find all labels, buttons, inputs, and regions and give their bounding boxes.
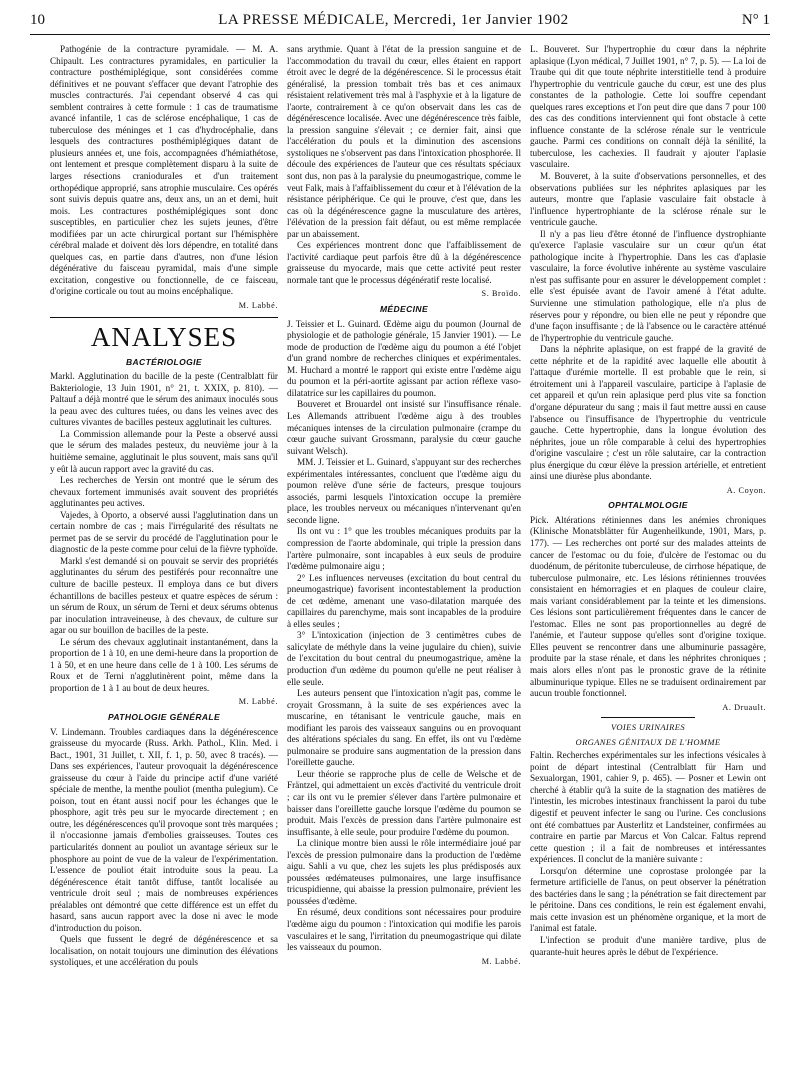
article-paragraph: J. Teissier et L. Guinard. Œdème aigu du poumon (Journal de physiologie et de pathologie générale, 15 Janvier 1901). — Le mode de production de l'œdème aigu du poumon a été l'objet d'un grand nombre de recherches cliniques et expérimentales. M. Huchard a montré le rapport qui existe entre l'œdème aigu du poumon et la péri-aortite agissant par action réflexe vaso-dilatatrice sur les capillaires du poumon. [287,318,521,398]
article-paragraph: Bouveret et Brouardel ont insisté sur l'insuffisance rénale. Les Allemands attribuent l'œdème aigu à des troubles mécaniques intenses de la circulation pulmonaire (crampe du cœur gauche suivant Grossmann, paralysie du cœur gauche suivant Welsch). [287,399,521,456]
signature: M. Labbé. [238,697,278,707]
issue-number: N° 1 [741,12,770,28]
article-paragraph: Les auteurs pensent que l'intoxication n'agit pas, comme le croyait Grossmann, à la suite de ses expériences avec la muscarine, en tétanisant le ventricule gauche, mais en modifiant les parois des vaisseaux sanguins ou en provoquant des altérations spéciales du sang. En effet, ils ont vu l'œdème pulmonaire se produire sans augmentation de la pression dans l'oreillette gauche. [287,688,521,768]
article-paragraph: Les recherches de Yersin ont montré que le sérum des chevaux fortement immunisés avait souvent des propriétés agglutinantes peu actives. [50,475,278,509]
running-header [30,12,770,32]
article-paragraph: Dans la néphrite aplasique, on est frappé de la gravité de cette néphrite et de la rapidité avec laquelle elle aboutit à l'attaque d'urémie mortelle. Il est probable que le rein, si étroitement uni à l'appareil vasculaire, participe à l'aplasie de cet appareil et qu'un rein aplasique perd plus vite sa fonction d'organe dépurateur du sang ; mais il faut mettre aussi en cause l'absence ou l'insuffisance de l'hypertrophie du ventricule gauche. Cette hypertrophie, dans la longue évolution des néphrites, joue un rôle comparable à celui des hypertrophies d'origine vasculaire ; c'est un rôle salutaire, car la contraction plus énergique du cœur élève la pression artérielle, et entretient ainsi une diurèse plus abondante. [530,344,766,482]
rubric-heading: PATHOLOGIE GÉNÉRALE [107,711,221,722]
article-paragraph: Pathogénie de la contracture pyramidale. — M. A. Chipault. Les contractures pyramidales, en particulier la contracture posthémiplégique, sont considérées comme définitives et ne pouvant s'effacer que devant l'atrophie des muscles contracturés. J'ai cependant observé 4 cas qui semblent contraires à cette formule : 1 cas de traumatisme avancé infantile, 1 cas de sclérose encéphalique, 1 cas de tuberculose des méninges et 1 cas d'hydrocéphalie, dans lesquels des contractures posthémiplégiques datant de plusieurs années et, une fois, accompagnées d'hémiathétose, ont lentement et presque complètement disparu à la suite de larges résections cranioduraIes et d'un traitement orthopédique approprié, sans atrophie musculaire. Ces opérés sont suivis depuis quatre ans, deux ans, un an et demi, huit mois. Les contractures posthémiplégiques sont donc susceptibles, en particulier chez les sujets jeunes, d'être modifiées par un acte chirurgical portant sur l'hémisphère cérébral malade et doivent dès lors dépendre, en totalité dans quelques cas, en partie dans d'autres, non d'une lésion dégénérative du faisceau pyramidal, mais d'une simple excitation, congestive ou fonctionnelle, de ce faisceau, d'origine corticale ou tout au moins encéphalique. [50,44,278,297]
article-paragraph: Markl. Agglutination du bacille de la peste (Centralblatt für Bakteriologie, 13 Juin 1901, n° 21, t. XXIX, p. 810). — Paltauf a déjà montré que le sérum des animaux inoculés sous la peau avec des cultures tuées, ou dans les veines avec des cultures vivantes de bacilles pesteux agglutinait les cultures. [50,371,278,428]
section-rule [50,317,278,318]
article-paragraph: sans arythmie. Quant à l'état de la pression sanguine et de l'accommodation du travail du cœur, elles étaient en rapport étroit avec le degré de la dégénérescence. Si le processus était généralisé, la pression tombait très bas et ces animaux résistaient relativement très mal à l'asphyxie et à la ligature de l'aorte, contrairement à ce qu'on observait dans les cas de dégénérescence localisée. Avec une dégénérescence très faible, la pression sanguine s'élevait ; ce dernier fait, ainsi que l'accélération du pouls et la diminution des ascensions systoliques ne s'observent pas dans l'intoxication phosphorée. Il découle des expériences de l'auteur que ces résultats spéciaux sont dus, non pas à la paralysie du pneumogastrique, comme le veut Falk, mais à l'affaiblissement du cœur et à l'élévation de la résistance périphérique. Ce qui le prouve, c'est que, dans les cas où la dégénérescence gagne la musculature des artères, l'élévation de la pression fait défaut, ou est même remplacée par un abaissement. [287,44,521,239]
article-paragraph: Leur théorie se rapproche plus de celle de Welsche et de Fräntzel, qui admettaient un excès d'activité du ventricule droit ; car ils ont vu le premier s'élever dans l'artère pulmonaire et baisser dans l'oreillette gauche lorsque l'œdème du poumon se produit. Mais l'excès de pression dans l'artère pulmonaire est insuffisante, à elle seule, pour produire l'œdème du poumon. [287,768,521,837]
signature: S. Broïdo. [481,289,521,299]
rubric-heading: OPHTALMOLOGIE [608,500,688,511]
article-paragraph: Ces expériences montrent donc que l'affaiblissement de l'activité cardiaque peut parfois être dû à la dégénérescence graisseuse du myocarde, mais que cette activité peut rester normale tant que le processus dégénératif reste localisé. [287,240,521,285]
article-paragraph: Il n'y a pas lieu d'être étonné de l'influence dystrophiante qu'exerce l'aplasie vasculaire sur un cœur qu'un état pathologique incite à l'hypertrophie. Dans les cas d'aplasie vasculaire, la force évolutive inhérente au système vasculaire n'est pas suffisante pour en assurer le développement complet : elle s'est épuisée avant de l'avoir amené à l'état adulte. Survienne une stimulation pathologique, elle n'a plus de réserves pour y répondre, ou bien elle ne peut y répondre que d'une façon insuffisante ; de là l'absence ou le caractère atténué de l'hypertrophie du ventricule gauche. [530,228,766,343]
rubric-heading: BACTÉRIOLOGIE [125,356,203,367]
article-paragraph: M. Bouveret, à la suite d'observations personnelles, et des observations publiées sur les néphrites aplasiques par les auteurs, montre que l'aplasie vasculaire fait obstacle à l'influence hypertrophiante de la sclérose rénale sur le ventricule gauche. [530,171,766,228]
article-paragraph: Lorsqu'on détermine une coprostase prolongée par la fermeture artificielle de l'anus, on peut observer la pénétration des bactéries dans le sang ; la pénétration se fait directement par le péritoine. Dans ces conditions, le rein est également envahi, mais cette invasion est un phénomène organique, et la mort de l'animal est fatale. [530,865,766,934]
article-paragraph: Ils ont vu : 1° que les troubles mécaniques produits par la compression de l'aorte abdominale, qui triple la pression dans l'artère pulmonaire, sont incapables à eux seuls de produire l'œdème pulmonaire aigu ; [287,526,521,572]
article-paragraph: Quels que fussent le degré de dégénérescence et sa localisation, on notait toujours une diminution des élévations systoliques, et une accélération du pouls [50,934,278,968]
article-paragraph: Pick. Altérations rétiniennes dans les anémies chroniques (Klinische Monatsblätter für Augenheilkunde, 1901, Mars, p. 177). — Les recherches ont porté sur des malades atteints de cancer de l'estomac ou du foie, d'ulcère de l'estomac ou du duodénum, de péritonite tuberculeuse, de cirrhose hépatique, de tuberculose pulmonaire, etc. Les lésions rétiniennes trouvées consistaient en hémorragies et en plaques de couleur claire, mais variant considérablement par la teinte et les dimensions. Ces lésions sont particulièrement fréquentes dans le cancer de l'estomac. Elles ne sont pas proportionnelles au degré de l'anémie, et l'auteur suppose qu'elles sont d'origine toxique. Elles peuvent se rencontrer dans une albuminurie passagère, produite par la stase rénale, et dans les néphrites chroniques ; mais alors elles n'ont pas le pronostic grave de la rétinite albuminurique typique. Elles ne se traduisent ordinairement par aucun trouble fonctionnel. [530,514,766,699]
signature: A. Druault. [722,702,766,712]
article-paragraph: Markl s'est demandé si on pouvait se servir des propriétés agglutinantes du sérum des pestiférés pour reconnaître une culture de bacille pesteux. Il employa dans ce but divers échantillons de bacilles pesteux et quatre espèces de sérum : un sérum de Roux, un sérum de Terni et deux sérums obtenus par inoculation intraveineuse, à des chevaux, de culture sur agar ou sur bouillon de bacilles de la peste. [50,555,278,636]
column-2 [287,44,521,970]
signature: A. Coyon. [726,485,766,495]
article-paragraph: La clinique montre bien aussi le rôle intermédiaire joué par l'excès de pression pulmonaire dans la production de l'œdème aigu. Sahli a vu que, chez les sujets les plus prédisposés aux poussées œdémateuses pulmonaires, une large insuffisance tricuspidienne, qui abaisse la pression pulmonaire, prévient les poussées d'œdème. [287,838,521,906]
article-paragraph: Le sérum des chevaux agglutinait instantanément, dans la proportion de 1 à 10, en une demi-heure dans la proportion de 1 à 50, et en une heure dans celle de 1 à 100. Les sérums de Roux et de Terni n'agglutinèrent point, même dans la proportion de 1 à 1 au bout de deux heures. [50,636,278,693]
signature: M. Labbé. [481,956,521,966]
article-paragraph: V. Lindemann. Troubles cardiaques dans la dégénérescence graisseuse du myocarde (Russ. Arkh. Pathol., Klin. Med. i Bact., 1901, 31 Juillet, t. XII, f. 1, p. 50, avec 8 tracés). — Dans ses expériences, l'auteur provoquait la dégénérescence graisseuse du cœur à l'aide du principe actif d'une variété spéciale de menthe, la menthe pouliot (mentha pulegium). Ce poison, tout en étant aussi nocif pour les échanges que le phosphore, agit très peu sur le myocarde directement ; en outre, les dégénérescences qu'il provoque sont très marquées ; il n'occasionne jamais d'embolies graisseuses. Toutes ces particularités donnent au pouliot un avantage sérieux sur le phosphore au point de vue de la valeur de l'expérimentation. L'essence de pouliot était introduite sous la peau. La dégénérescence était tantôt diffuse, tantôt localisée au ventricule droit seul ; mais de nombreuses expériences préalables ont démontré que cette différence est un effet du hasard, sans aucun rapport avec la dose ni avec le mode d'introduction du poison. [50,726,278,933]
column-3 [530,44,766,958]
rubric-heading: VOIES URINAIRES [611,722,685,733]
article-paragraph: L'infection se produit d'une manière tardive, plus de quarante-huit heures après le début de l'expérience. [530,935,766,957]
article-paragraph: MM. J. Teissier et L. Guinard, s'appuyant sur des recherches expérimentales intéressantes, concluent que l'œdème aigu du poumon relève d'une série de facteurs, presque toujours associés, parmi lesquels l'intoxication occupe la première place, les troubles nerveux ou mécaniques n'intervenant qu'en seconde ligne. [287,457,521,525]
article-paragraph: Faltin. Recherches expérimentales sur les infections vésicales à point de départ intestinal (Centralblatt für Harn und Sexualorgan, 1901, cahier 9, p. 465). — Posner et Lewin ont cherché à établir qu'à la suite de la stagnation des matières de l'intestin, les microbes intestinaux franchissent la paroi du tube digestif et peuvent infecter le sang ou l'urine. Ces conclusions ont été combattues par Austerlitz et Landsteiner, confirmées au contraire en partie par Marcus et Von Calcar. Faltus reprend cette question ; il a fait de nombreuses et intéressantes expériences. Il conclut de la manière suivante : [530,750,766,865]
article-paragraph: En résumé, deux conditions sont nécessaires pour produire l'œdème aigu du poumon : l'intoxication qui modifie les parois vasculaires et le sang, l'irritation du pneumogastrique qui dilate les vaisseaux du poumon. [287,907,521,953]
rubric-heading: MÉDECINE [379,304,429,315]
article-paragraph: 3° L'intoxication (injection de 3 centimètres cubes de salicylate de méthyle dans la veine jugulaire du chien), suivie de l'excitation du bout central du pneumogastrique, amène la production d'un œdème du poumon qu'elle ne peut réaliser à elle seule. [287,630,521,687]
column-1 [50,44,278,969]
header-rule [30,34,770,35]
journal-title: LA PRESSE MÉDICALE, Mercredi, 1er Janvier 1902 [218,12,569,28]
article-paragraph: L. Bouveret. Sur l'hypertrophie du cœur dans la néphrite aplasique (Lyon médical, 7 Juillet 1901, n° 7, p. 5). — La loi de Traube qui dit que toute néphrite interstitielle tend à produire l'hypertrophie du ventricule gauche du cœur, est une des plus constantes de la pathologie. Cette loi souffre cependant quelques rares exceptions et l'on peut dire que dans 7 pour 100 des cas des conditions interviennent qui font obstacle à cette influence constante de la sclérose rénale sur le ventricule gauche. Parmi ces conditions on connaît déjà la sénilité, la tuberculose, les cachexies. Il faudrait y ajouter l'aplasie vasculaire. [530,44,766,170]
article-paragraph: 2° Les influences nerveuses (excitation du bout central du pneumogastrique) favorisent incontestablement la production de cet œdème, amenant une vaso-dilatation marquée des capillaires du parenchyme, mais sont incapables de la produire à elles seules ; [287,572,521,629]
signature: M. Labbé. [238,301,278,311]
page-number: 10 [30,12,45,28]
article-paragraph: La Commission allemande pour la Peste a observé aussi que le sérum des malades pesteux, du neuvième jour à la huitième semaine, agglutinait le plus souvent, mais sans qu'il y eût là aucun rapport avec la gravité du cas. [50,428,278,474]
section-heading: ANALYSES [90,321,238,352]
divider [601,717,695,718]
article-paragraph: Vajedes, à Oporto, a observé aussi l'agglutination dans un certain nombre de cas ; mais l'irrégularité des résultats ne permet pas de se servir du procédé de l'agglutination pour le diagnostic de la peste comme pour celui de la fièvre typhoïde. [50,509,278,555]
rubric-subheading: ORGANES GÉNITAUX DE L'HOMME [575,736,721,747]
